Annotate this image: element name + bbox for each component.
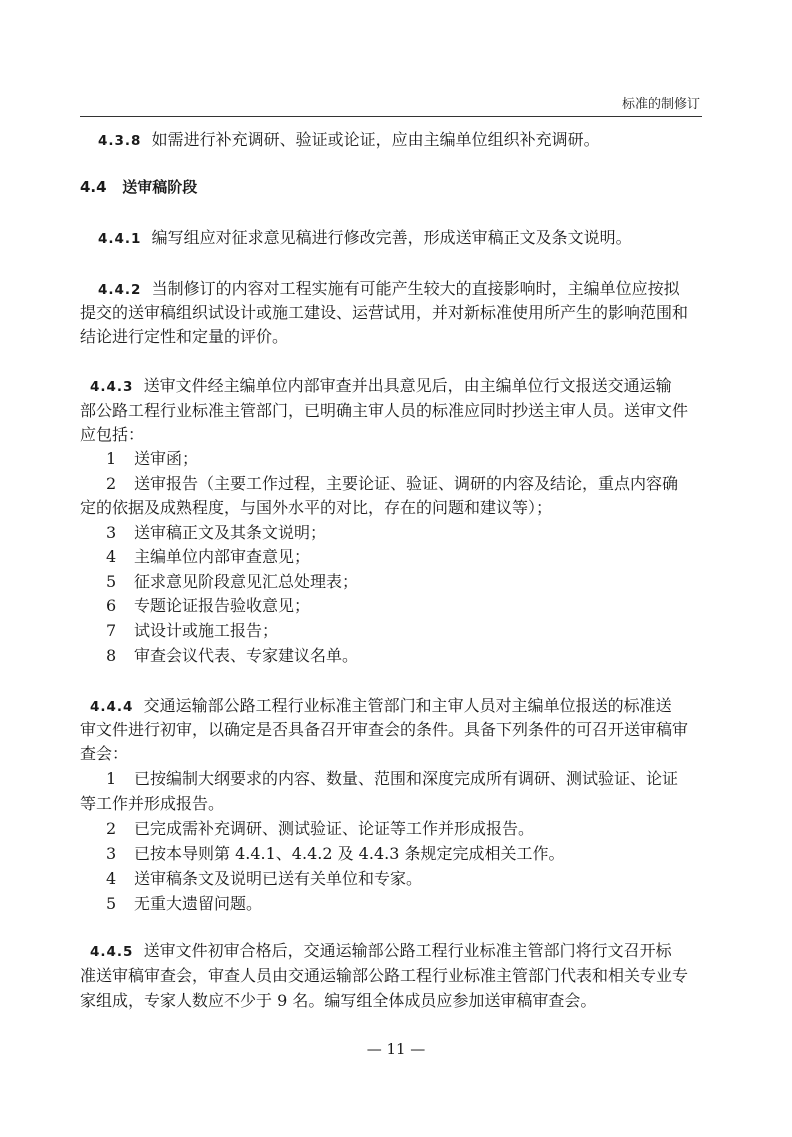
clause-number: 4.4.3: [90, 379, 134, 395]
list-item: 3 已按本导则第 4.4.1、4.4.2 及 4.4.3 条规定完成相关工作。: [106, 844, 565, 863]
clause-4-4-2-line-3: 结论进行定性和定量的评价。: [80, 327, 289, 346]
list-item: 1 送审函；: [106, 449, 199, 468]
clause-4-4-1: [98, 228, 632, 249]
header-rule: [80, 116, 702, 117]
list-item: 5 无重大遗留问题。: [106, 894, 263, 913]
clause-4-4-3-line-1: [90, 376, 672, 397]
clause-number: 4.4.5: [90, 944, 134, 960]
clause-4-4-5-line-2: 准送审稿审查会，审查人员由交通运输部公路工程行业标准主管部门代表和相关专业专: [80, 966, 689, 985]
clause-text: 如需进行补充调研、验证或论证，应由主编单位组织补充调研。: [151, 130, 600, 149]
clause-4-4-2-line-2: 提交的送审稿组织试设计或施工建设、运营试用，并对新标准使用所产生的影响范围和: [80, 303, 689, 322]
list-item-continuation: 等工作并形成报告。: [80, 794, 225, 813]
list-item: 5 征求意见阶段意见汇总处理表；: [106, 572, 359, 591]
clause-text: 送审文件初审合格后，交通运输部公路工程行业标准主管部门将行文召开标: [143, 941, 672, 960]
list-item: 4 送审稿条文及说明已送有关单位和专家。: [106, 869, 423, 888]
list-item: 6 专题论证报告验收意见；: [106, 596, 311, 615]
clause-number: 4.3.8: [98, 133, 142, 149]
clause-4-4-4-line-2: 审文件进行初审，以确定是否具备召开审查会的条件。具备下列条件的可召开送审稿审: [80, 720, 689, 739]
clause-4-4-4-line-3: 查会：: [80, 744, 129, 763]
section-title: 送审稿阶段: [122, 178, 198, 196]
clause-4-3-8: [98, 130, 600, 151]
clause-text: 编写组应对征求意见稿进行修改完善，形成送审稿正文及条文说明。: [151, 228, 632, 247]
list-item-continuation: 定的依据及成熟程度，与国外水平的对比，存在的问题和建议等）；: [80, 498, 553, 517]
list-item: 8 审查会议代表、专家建议名单。: [106, 646, 359, 665]
clause-4-4-2-line-1: [98, 279, 680, 300]
clause-number: 4.4.4: [90, 699, 134, 715]
clause-4-4-5-line-3: 家组成，专家人数应不少于 9 名。编写组全体成员应参加送审稿审查会。: [80, 991, 597, 1010]
running-header: 标准的制修订: [621, 97, 700, 112]
page-number: — 11 —: [366, 1040, 426, 1058]
list-item: 2 送审报告（主要工作过程，主要论证、验证、调研的内容及结论，重点内容确: [106, 474, 679, 493]
clause-4-4-4-line-1: [90, 696, 672, 717]
clause-text: 当制修订的内容对工程实施有可能产生较大的直接影响时，主编单位应按拟: [151, 279, 680, 298]
clause-text: 送审文件经主编单位内部审查并出具意见后，由主编单位行文报送交通运输: [143, 376, 672, 395]
section-heading: [80, 177, 197, 197]
clause-number: 4.4.2: [98, 282, 142, 298]
clause-4-4-3-line-2: 部公路工程行业标准主管部门，已明确主审人员的标准应同时抄送主审人员。送审文件: [80, 401, 689, 420]
clause-number: 4.4.1: [98, 231, 142, 247]
list-item: 1 已按编制大纲要求的内容、数量、范围和深度完成所有调研、测试验证、论证: [106, 769, 679, 788]
clause-4-4-3-line-3: 应包括：: [80, 425, 145, 444]
clause-text: 交通运输部公路工程行业标准主管部门和主审人员对主编单位报送的标准送: [143, 696, 672, 715]
clause-4-4-5-line-1: [90, 941, 672, 962]
section-number: 4.4: [80, 178, 107, 196]
list-item: 3 送审稿正文及其条文说明；: [106, 523, 327, 542]
list-item: 7 试设计或施工报告；: [106, 621, 279, 640]
list-item: 4 主编单位内部审查意见；: [106, 547, 311, 566]
list-item: 2 已完成需补充调研、测试验证、论证等工作并形成报告。: [106, 819, 535, 838]
